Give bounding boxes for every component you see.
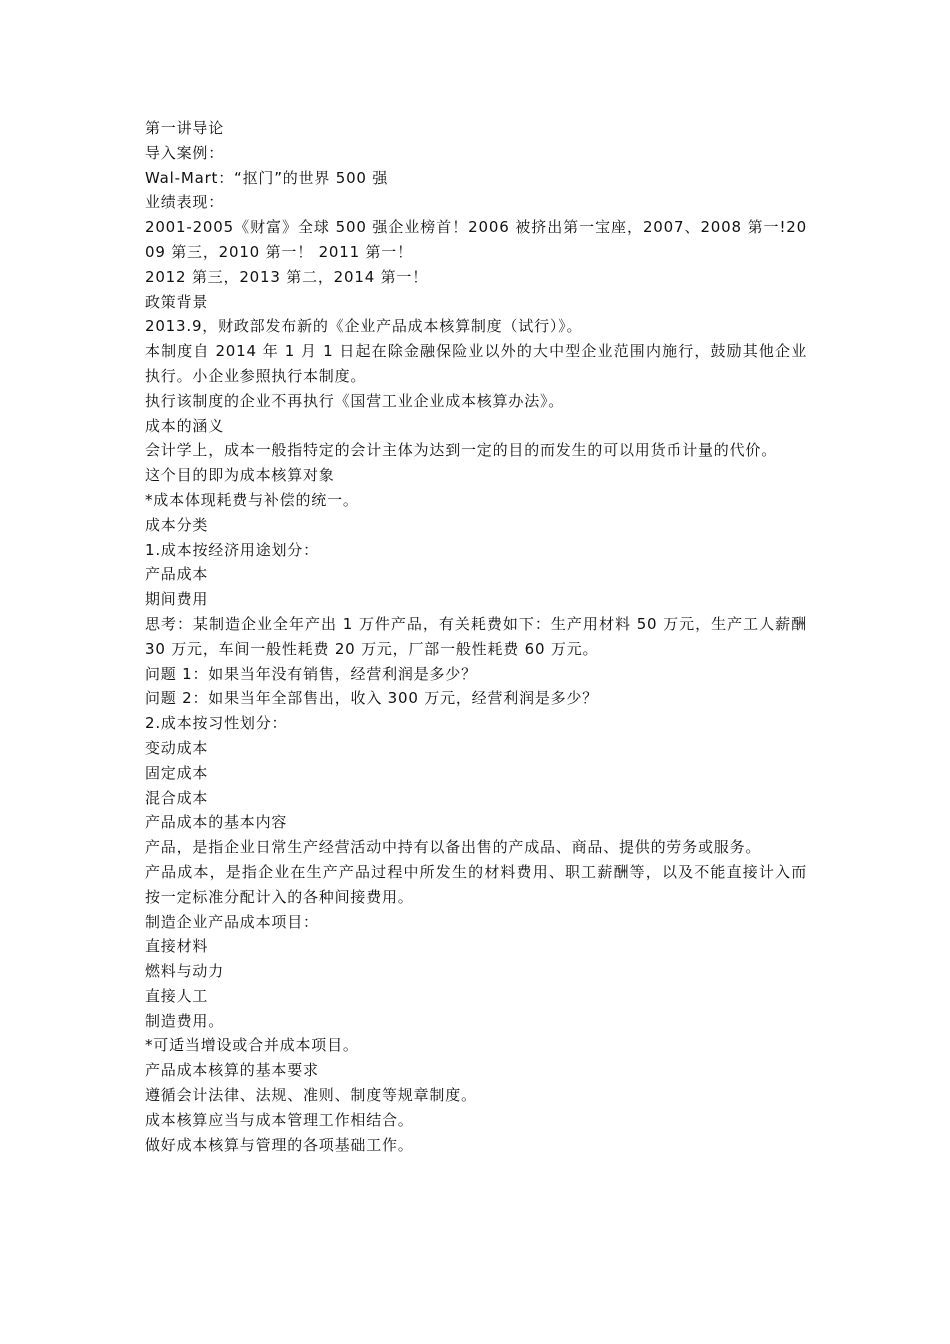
question-1: 问题 1：如果当年没有销售，经营利润是多少？ xyxy=(145,664,477,683)
cost-meaning-line-1: 会计学上，成本一般指特定的会计主体为达到一定的目的而发生的可以用货币计量的代价。 xyxy=(145,441,778,460)
performance-line-2: 2012 第三，2013 第二，2014 第一！ xyxy=(145,267,429,286)
manufacturing-overhead-item: 制造费用。 xyxy=(145,1011,225,1030)
classification-by-use: 1.成本按经济用途划分： xyxy=(145,540,319,559)
mixed-cost-item: 混合成本 xyxy=(145,788,209,807)
direct-labor-item: 直接人工 xyxy=(145,986,209,1005)
intro-case-heading: 导入案例： xyxy=(145,143,225,162)
period-expense-item: 期间费用 xyxy=(145,590,209,609)
document-body xyxy=(145,116,807,1157)
product-cost-definition: 产品成本，是指企业在生产产品过程中所发生的材料费用、职工薪酬等，以及不能直接计入而按一定标准分配计入的各种间接费用。 xyxy=(145,862,807,906)
cost-meaning-heading: 成本的涵义 xyxy=(145,416,225,435)
requirements-heading: 产品成本核算的基本要求 xyxy=(145,1061,319,1080)
policy-heading: 政策背景 xyxy=(145,292,209,311)
cost-meaning-line-3: *成本体现耗费与补偿的统一。 xyxy=(145,490,359,509)
policy-line-1: 2013.9，财政部发布新的《企业产品成本核算制度（试行）》。 xyxy=(145,317,583,336)
walmart-title: Wal-Mart：“抠门”的世界 500 强 xyxy=(145,168,389,187)
product-cost-content-heading: 产品成本的基本内容 xyxy=(145,813,288,832)
product-definition: 产品，是指企业日常生产经营活动中持有以备出售的产成品、商品、提供的劳务或服务。 xyxy=(145,838,762,857)
cost-items-heading: 制造企业产品成本项目： xyxy=(145,912,319,931)
performance-heading: 业绩表现： xyxy=(145,193,225,212)
direct-materials-item: 直接材料 xyxy=(145,937,209,956)
requirement-3: 做好成本核算与管理的各项基础工作。 xyxy=(145,1135,414,1154)
policy-line-2: 本制度自 2014 年 1 月 1 日起在除金融保险业以外的大中型企业范围内施行，鼓励其他企业执行。小企业参照执行本制度。 xyxy=(145,342,807,385)
classification-by-behavior: 2.成本按习性划分： xyxy=(145,714,288,733)
variable-cost-item: 变动成本 xyxy=(145,738,209,757)
cost-items-note: *可适当增设或合并成本项目。 xyxy=(145,1036,359,1055)
think-question: 思考：某制造企业全年产出 1 万件产品，有关耗费如下：生产用材料 50 万元，生产工人薪酬 30 万元，车间一般性耗费 20 万元，厂部一般性耗费 60 万元。 xyxy=(145,614,807,658)
requirement-1: 遵循会计法律、法规、准则、制度等规章制度。 xyxy=(145,1086,477,1105)
lecture-title: 第一讲导论 xyxy=(145,119,225,137)
policy-line-3: 执行该制度的企业不再执行《国营工业企业成本核算办法》。 xyxy=(145,391,565,410)
question-2: 问题 2：如果当年全部售出，收入 300 万元，经营利润是多少？ xyxy=(145,689,599,708)
fuel-power-item: 燃料与动力 xyxy=(145,962,225,981)
requirement-2: 成本核算应当与成本管理工作相结合。 xyxy=(145,1110,414,1129)
performance-line-1: 2001-2005《财富》全球 500 强企业榜首！2006 被挤出第一宝座，2007、2008 第一!2009 第三，2010 第一！ 2011 第一！ xyxy=(145,218,807,261)
fixed-cost-item: 固定成本 xyxy=(145,763,209,782)
cost-classification-heading: 成本分类 xyxy=(145,515,209,534)
cost-meaning-line-2: 这个目的即为成本核算对象 xyxy=(145,466,335,485)
product-cost-item: 产品成本 xyxy=(145,565,209,584)
